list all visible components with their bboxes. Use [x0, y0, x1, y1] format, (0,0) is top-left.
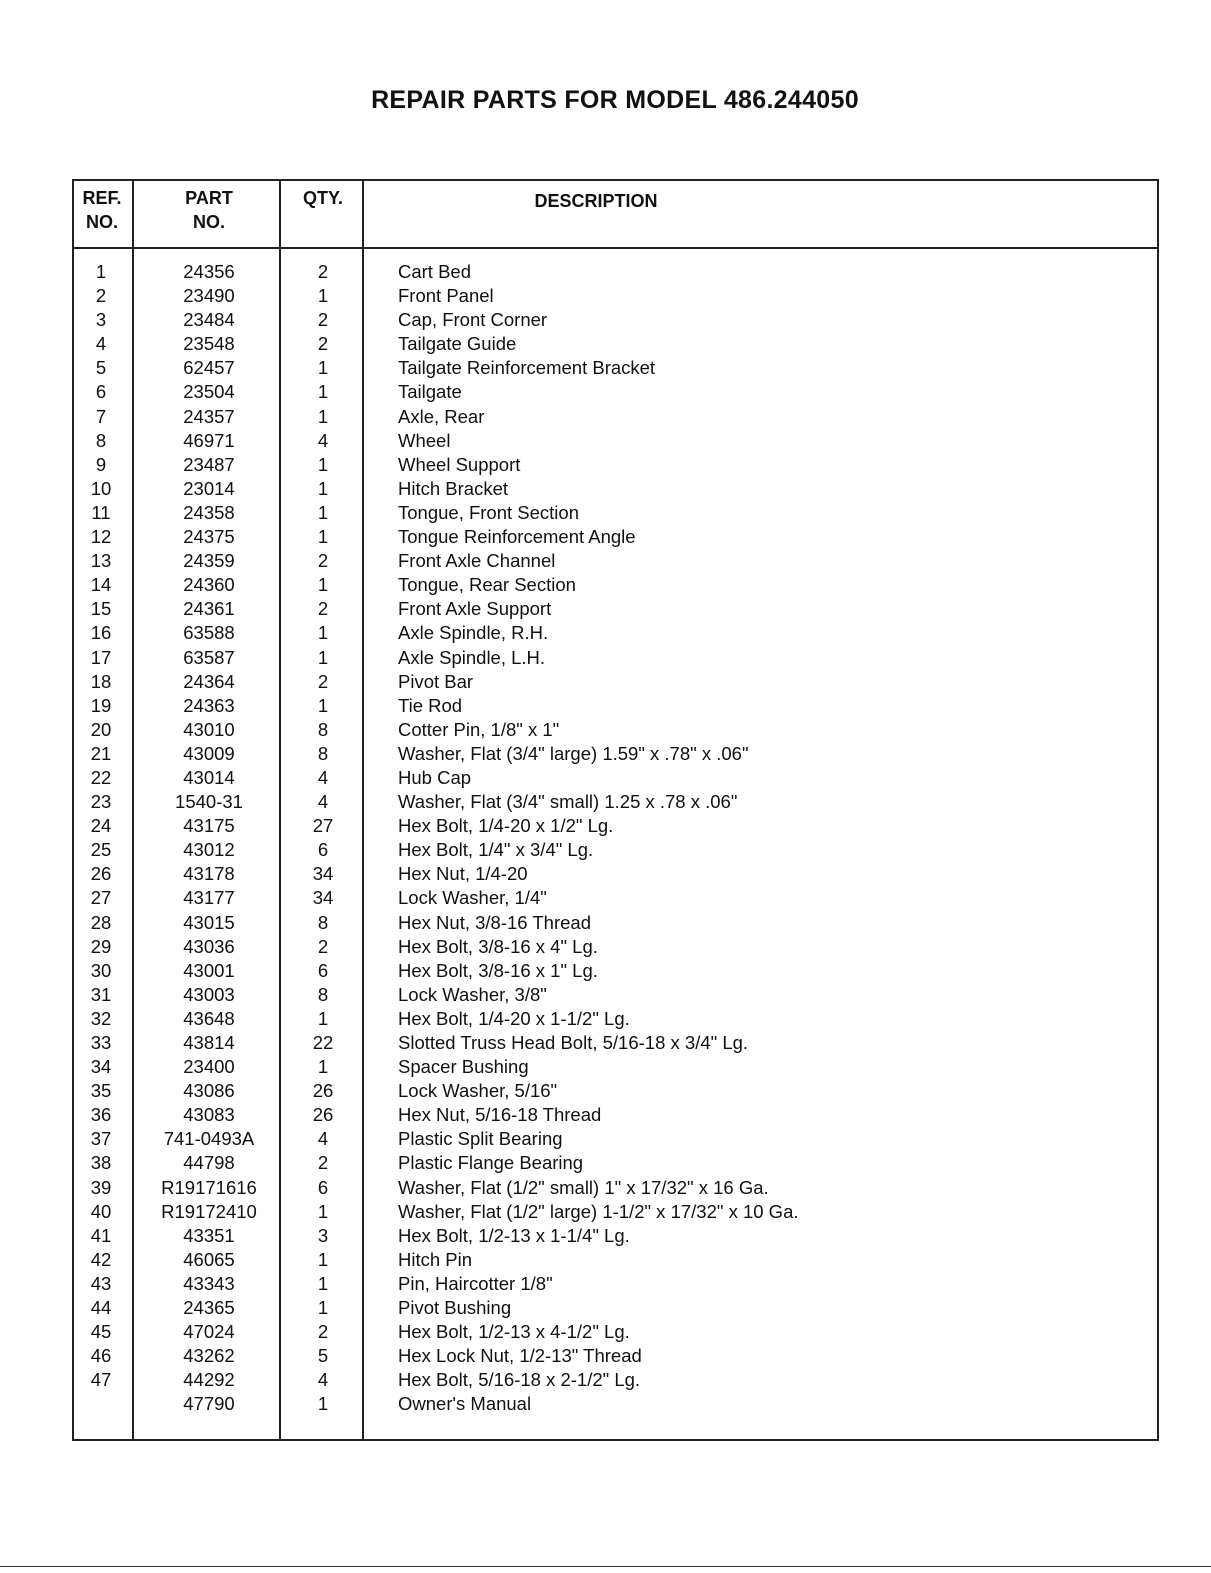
qty-cell: 1 — [317, 646, 329, 668]
part-no-cell: 43001 — [183, 959, 235, 981]
ref-no-cell: 28 — [90, 911, 112, 933]
table-row — [74, 380, 1157, 404]
qty-cell: 34 — [312, 887, 334, 909]
qty-cell: 8 — [317, 911, 329, 933]
qty-cell: 27 — [312, 815, 334, 837]
qty-cell: 1 — [317, 1393, 329, 1415]
description-cell: Axle Spindle, L.H. — [398, 646, 546, 668]
table-row — [74, 1392, 1157, 1416]
qty-cell: 1 — [317, 1056, 329, 1078]
qty-cell: 5 — [317, 1345, 329, 1367]
table-row — [74, 405, 1157, 429]
ref-no-cell: 9 — [95, 453, 107, 475]
table-row — [74, 260, 1157, 284]
table-row — [74, 1151, 1157, 1175]
ref-no-cell: 24 — [90, 815, 112, 837]
table-row — [74, 573, 1157, 597]
qty-cell: 1 — [317, 285, 329, 307]
description-cell: Hex Bolt, 3/8-16 x 1" Lg. — [398, 959, 598, 981]
ref-no-cell: 46 — [90, 1345, 112, 1367]
ref-no-cell: 21 — [90, 742, 112, 764]
qty-cell: 2 — [317, 309, 329, 331]
table-row — [74, 1031, 1157, 1055]
table-row — [74, 1296, 1157, 1320]
table-row — [74, 356, 1157, 380]
parts-list — [74, 260, 1157, 1417]
table-row — [74, 1007, 1157, 1031]
description-cell: Washer, Flat (3/4" large) 1.59" x .78" x .06" — [398, 742, 749, 764]
qty-cell: 1 — [317, 526, 329, 548]
qty-cell: 22 — [312, 1032, 334, 1053]
qty-cell: 1 — [317, 694, 329, 716]
table-row — [74, 646, 1157, 670]
description-cell: Tailgate Guide — [398, 333, 517, 355]
table-row — [74, 284, 1157, 308]
part-no-cell: 43009 — [183, 742, 235, 764]
part-no-cell: R19171616 — [161, 1176, 257, 1198]
ref-no-cell: 19 — [90, 694, 112, 716]
description-cell: Hex Bolt, 1/4-20 x 1-1/2" Lg. — [398, 1007, 630, 1029]
table-row — [74, 621, 1157, 645]
table-row — [74, 766, 1157, 790]
description-cell: Washer, Flat (1/2" small) 1" x 17/32" x 16 Ga. — [398, 1176, 769, 1198]
description-cell: Lock Washer, 3/8" — [398, 983, 547, 1005]
ref-no-cell: 7 — [95, 405, 107, 427]
part-no-cell: 24361 — [183, 598, 235, 620]
header-qty: QTY. — [302, 188, 343, 208]
header-ref-no — [74, 186, 130, 234]
ref-no-cell: 39 — [90, 1176, 112, 1198]
table-row — [74, 1055, 1157, 1079]
description-cell: Washer, Flat (3/4" small) 1.25 x .78 x .06" — [398, 791, 738, 813]
description-cell: Cotter Pin, 1/8" x 1" — [398, 718, 560, 740]
ref-no-cell: 17 — [90, 646, 112, 668]
table-row — [74, 862, 1157, 886]
table-row — [74, 1344, 1157, 1368]
ref-no-cell: 30 — [90, 959, 112, 981]
table-row — [74, 694, 1157, 718]
ref-no-cell: 18 — [90, 670, 112, 692]
part-no-cell: 43178 — [183, 863, 235, 885]
part-no-cell: 43648 — [183, 1007, 235, 1029]
description-cell: Hex Nut, 5/16-18 Thread — [398, 1104, 602, 1126]
table-row — [74, 549, 1157, 573]
description-cell: Tailgate — [398, 381, 462, 403]
qty-cell: 1 — [317, 622, 329, 644]
part-no-cell: 43036 — [183, 935, 235, 957]
part-no-cell: 24364 — [183, 670, 235, 692]
part-no-cell: 23504 — [183, 381, 235, 403]
part-no-cell: 63588 — [183, 622, 235, 644]
description-cell: Lock Washer, 5/16" — [398, 1080, 558, 1102]
description-cell: Lock Washer, 1/4" — [398, 887, 547, 909]
ref-no-cell: 31 — [90, 983, 112, 1005]
table-row — [74, 959, 1157, 983]
qty-cell: 6 — [317, 959, 329, 981]
table-row — [74, 332, 1157, 356]
part-no-cell: 63587 — [183, 646, 235, 668]
ref-no-cell: 11 — [91, 501, 111, 523]
table-row — [74, 1127, 1157, 1151]
table-row — [74, 742, 1157, 766]
table-row — [74, 1248, 1157, 1272]
part-no-cell: 43012 — [183, 839, 235, 861]
description-cell: Axle, Rear — [398, 405, 485, 427]
ref-no-cell: 4 — [95, 333, 107, 355]
qty-cell: 3 — [317, 1224, 329, 1246]
description-cell: Hex Bolt, 1/4-20 x 1/2" Lg. — [398, 815, 614, 837]
qty-cell: 8 — [317, 718, 329, 740]
ref-no-cell: 2 — [95, 285, 107, 307]
qty-cell: 1 — [317, 453, 329, 475]
qty-cell: 1 — [317, 405, 329, 427]
part-no-cell: 43175 — [183, 815, 235, 837]
qty-cell: 2 — [317, 333, 329, 355]
ref-no-cell: 13 — [90, 550, 112, 572]
header-divider — [72, 247, 1159, 249]
part-no-cell: 23487 — [183, 453, 235, 475]
part-no-cell: 43086 — [183, 1080, 235, 1102]
ref-no-cell: 5 — [95, 357, 107, 379]
part-no-cell: 44292 — [183, 1369, 235, 1391]
description-cell: Hex Bolt, 1/2-13 x 1-1/4" Lg. — [398, 1224, 630, 1246]
description-cell: Tongue, Rear Section — [398, 574, 576, 596]
part-no-cell: 24359 — [183, 550, 235, 572]
ref-no-cell: 33 — [90, 1032, 112, 1053]
part-no-cell: 47790 — [183, 1393, 235, 1415]
table-row — [74, 453, 1157, 477]
description-cell: Pivot Bar — [398, 670, 474, 692]
qty-cell: 2 — [317, 550, 329, 572]
description-cell: Front Axle Channel — [398, 550, 556, 572]
qty-cell: 2 — [317, 261, 329, 282]
part-no-cell: 47024 — [183, 1321, 235, 1343]
qty-cell: 2 — [317, 1152, 329, 1174]
part-no-cell: 24356 — [183, 261, 235, 282]
table-row — [74, 983, 1157, 1007]
part-no-cell: 43814 — [183, 1032, 235, 1053]
part-no-cell: 23484 — [183, 309, 235, 331]
ref-no-cell: 44 — [90, 1297, 112, 1319]
header-ref-line2: NO. — [85, 212, 118, 232]
qty-cell: 1 — [317, 357, 329, 379]
part-no-cell: 43351 — [183, 1224, 235, 1246]
qty-cell: 1 — [317, 1007, 329, 1029]
ref-no-cell: 40 — [90, 1200, 112, 1222]
qty-cell: 6 — [317, 839, 329, 861]
ref-no-cell: 27 — [90, 887, 112, 909]
description-cell: Hitch Bracket — [398, 477, 509, 499]
table-row — [74, 718, 1157, 742]
ref-no-cell: 15 — [90, 598, 112, 620]
table-row — [74, 1200, 1157, 1224]
table-row — [74, 670, 1157, 694]
ref-no-cell: 25 — [90, 839, 112, 861]
ref-no-cell: 37 — [90, 1128, 112, 1150]
part-no-cell: 23490 — [183, 285, 235, 307]
qty-cell: 2 — [317, 670, 329, 692]
ref-no-cell: 36 — [90, 1104, 112, 1126]
description-cell: Pivot Bushing — [398, 1297, 512, 1319]
part-no-cell: 43262 — [183, 1345, 235, 1367]
description-cell: Owner's Manual — [398, 1393, 532, 1415]
part-no-cell: 46065 — [183, 1248, 235, 1270]
part-no-cell: 24363 — [183, 694, 235, 716]
table-row — [74, 1368, 1157, 1392]
qty-cell: 4 — [317, 766, 329, 788]
qty-cell: 1 — [317, 1248, 329, 1270]
qty-cell: 1 — [317, 1272, 329, 1294]
qty-cell: 1 — [317, 501, 329, 523]
ref-no-cell: 10 — [90, 477, 112, 499]
ref-no-cell: 26 — [90, 863, 112, 885]
part-no-cell: 741-0493A — [163, 1128, 255, 1150]
description-cell: Plastic Split Bearing — [398, 1128, 563, 1150]
table-row — [74, 308, 1157, 332]
ref-no-cell: 34 — [90, 1056, 112, 1078]
description-cell: Hitch Pin — [398, 1248, 473, 1270]
qty-cell: 2 — [317, 1321, 329, 1343]
header-part-line2: NO. — [192, 212, 225, 232]
part-no-cell: 43014 — [183, 766, 235, 788]
table-row — [74, 1079, 1157, 1103]
ref-no-cell: 14 — [90, 574, 112, 596]
qty-cell: 1 — [317, 477, 329, 499]
ref-no-cell: 8 — [95, 429, 107, 451]
ref-no-cell: 47 — [90, 1369, 112, 1391]
part-no-cell: R19172410 — [161, 1200, 257, 1222]
part-no-cell: 23400 — [183, 1056, 235, 1078]
page-title: REPAIR PARTS FOR MODEL 486.244050 — [371, 86, 859, 114]
table-row — [74, 886, 1157, 910]
part-no-cell: 43003 — [183, 983, 235, 1005]
qty-cell: 2 — [317, 935, 329, 957]
part-no-cell: 44798 — [183, 1152, 235, 1174]
description-cell: Cart Bed — [398, 261, 472, 282]
qty-cell: 1 — [317, 381, 329, 403]
qty-cell: 26 — [312, 1080, 334, 1102]
ref-no-cell: 6 — [95, 381, 107, 403]
description-cell: Tongue, Front Section — [398, 501, 579, 523]
ref-no-cell: 1 — [95, 261, 107, 282]
ref-no-cell: 16 — [90, 622, 112, 644]
table-row — [74, 1224, 1157, 1248]
qty-cell: 2 — [317, 598, 329, 620]
ref-no-cell: 38 — [90, 1152, 112, 1174]
description-cell: Spacer Bushing — [398, 1056, 529, 1078]
part-no-cell: 24375 — [183, 526, 235, 548]
qty-cell: 4 — [317, 1128, 329, 1150]
description-cell: Wheel Support — [398, 453, 521, 475]
description-cell: Tailgate Reinforcement Bracket — [398, 357, 656, 379]
part-no-cell: 23548 — [183, 333, 235, 355]
description-cell: Plastic Flange Bearing — [398, 1152, 584, 1174]
table-row — [74, 1176, 1157, 1200]
qty-cell: 4 — [317, 791, 329, 813]
table-row — [74, 501, 1157, 525]
description-cell: Pin, Haircotter 1/8" — [398, 1272, 553, 1294]
qty-cell: 4 — [317, 1369, 329, 1391]
qty-cell: 1 — [317, 574, 329, 596]
description-cell: Hex Bolt, 3/8-16 x 4" Lg. — [398, 935, 598, 957]
ref-no-cell: 23 — [90, 791, 112, 813]
description-cell: Tongue Reinforcement Angle — [398, 526, 636, 548]
ref-no-cell: 32 — [90, 1007, 112, 1029]
table-row — [74, 911, 1157, 935]
description-cell: Slotted Truss Head Bolt, 5/16-18 x 3/4" Lg. — [398, 1032, 749, 1053]
header-description: DESCRIPTION — [534, 191, 658, 211]
ref-no-cell: 43 — [90, 1272, 112, 1294]
description-cell: Hub Cap — [398, 766, 472, 788]
table-row — [74, 1272, 1157, 1296]
description-cell: Hex Nut, 1/4-20 — [398, 863, 528, 885]
part-no-cell: 24360 — [183, 574, 235, 596]
part-no-cell: 46971 — [183, 429, 235, 451]
ref-no-cell: 42 — [90, 1248, 112, 1270]
table-row — [74, 477, 1157, 501]
qty-cell: 1 — [317, 1200, 329, 1222]
ref-no-cell: 45 — [90, 1321, 112, 1343]
part-no-cell: 43015 — [183, 911, 235, 933]
qty-cell: 1 — [317, 1297, 329, 1319]
header-ref-line1: REF. — [82, 188, 122, 208]
qty-cell: 8 — [317, 742, 329, 764]
repair-parts-table — [72, 179, 1159, 1441]
table-row — [74, 525, 1157, 549]
description-cell: Front Axle Support — [398, 598, 552, 620]
part-no-cell: 43177 — [183, 887, 235, 909]
ref-no-cell: 35 — [90, 1080, 112, 1102]
page-bottom-rule — [0, 1566, 1211, 1567]
part-no-cell: 1540-31 — [175, 791, 243, 813]
description-cell: Tie Rod — [398, 694, 463, 716]
description-cell: Wheel — [398, 429, 451, 451]
part-no-cell: 24357 — [183, 405, 235, 427]
description-cell: Hex Lock Nut, 1/2-13" Thread — [398, 1345, 642, 1367]
table-row — [74, 814, 1157, 838]
part-no-cell: 43010 — [183, 718, 235, 740]
qty-cell: 8 — [317, 983, 329, 1005]
description-cell: Washer, Flat (1/2" large) 1-1/2" x 17/32" x 10 Ga. — [398, 1200, 799, 1222]
table-row — [74, 838, 1157, 862]
table-row — [74, 429, 1157, 453]
part-no-cell: 43343 — [183, 1272, 235, 1294]
table-row — [74, 597, 1157, 621]
qty-cell: 34 — [312, 863, 334, 885]
ref-no-cell: 12 — [90, 526, 112, 548]
ref-no-cell: 29 — [90, 935, 112, 957]
table-row — [74, 790, 1157, 814]
description-cell: Hex Bolt, 1/2-13 x 4-1/2" Lg. — [398, 1321, 630, 1343]
part-no-cell: 43083 — [183, 1104, 235, 1126]
ref-no-cell: 20 — [90, 718, 112, 740]
ref-no-cell: 3 — [95, 309, 107, 331]
ref-no-cell: 22 — [90, 766, 112, 788]
description-cell: Hex Bolt, 1/4" x 3/4" Lg. — [398, 839, 594, 861]
header-part-line1: PART — [185, 188, 233, 208]
ref-no-cell: 41 — [90, 1224, 112, 1246]
qty-cell: 6 — [317, 1176, 329, 1198]
table-row — [74, 935, 1157, 959]
description-cell: Cap, Front Corner — [398, 309, 548, 331]
description-cell: Hex Bolt, 5/16-18 x 2-1/2" Lg. — [398, 1369, 641, 1391]
qty-cell: 4 — [317, 429, 329, 451]
part-no-cell: 24365 — [183, 1297, 235, 1319]
description-cell: Hex Nut, 3/8-16 Thread — [398, 911, 591, 933]
table-row — [74, 1320, 1157, 1344]
header-part-no — [134, 186, 284, 234]
part-no-cell: 24358 — [183, 501, 235, 523]
description-cell: Front Panel — [398, 285, 494, 307]
part-no-cell: 23014 — [183, 477, 235, 499]
description-cell: Axle Spindle, R.H. — [398, 622, 549, 644]
table-row — [74, 1103, 1157, 1127]
qty-cell: 26 — [312, 1104, 334, 1126]
part-no-cell: 62457 — [183, 357, 235, 379]
